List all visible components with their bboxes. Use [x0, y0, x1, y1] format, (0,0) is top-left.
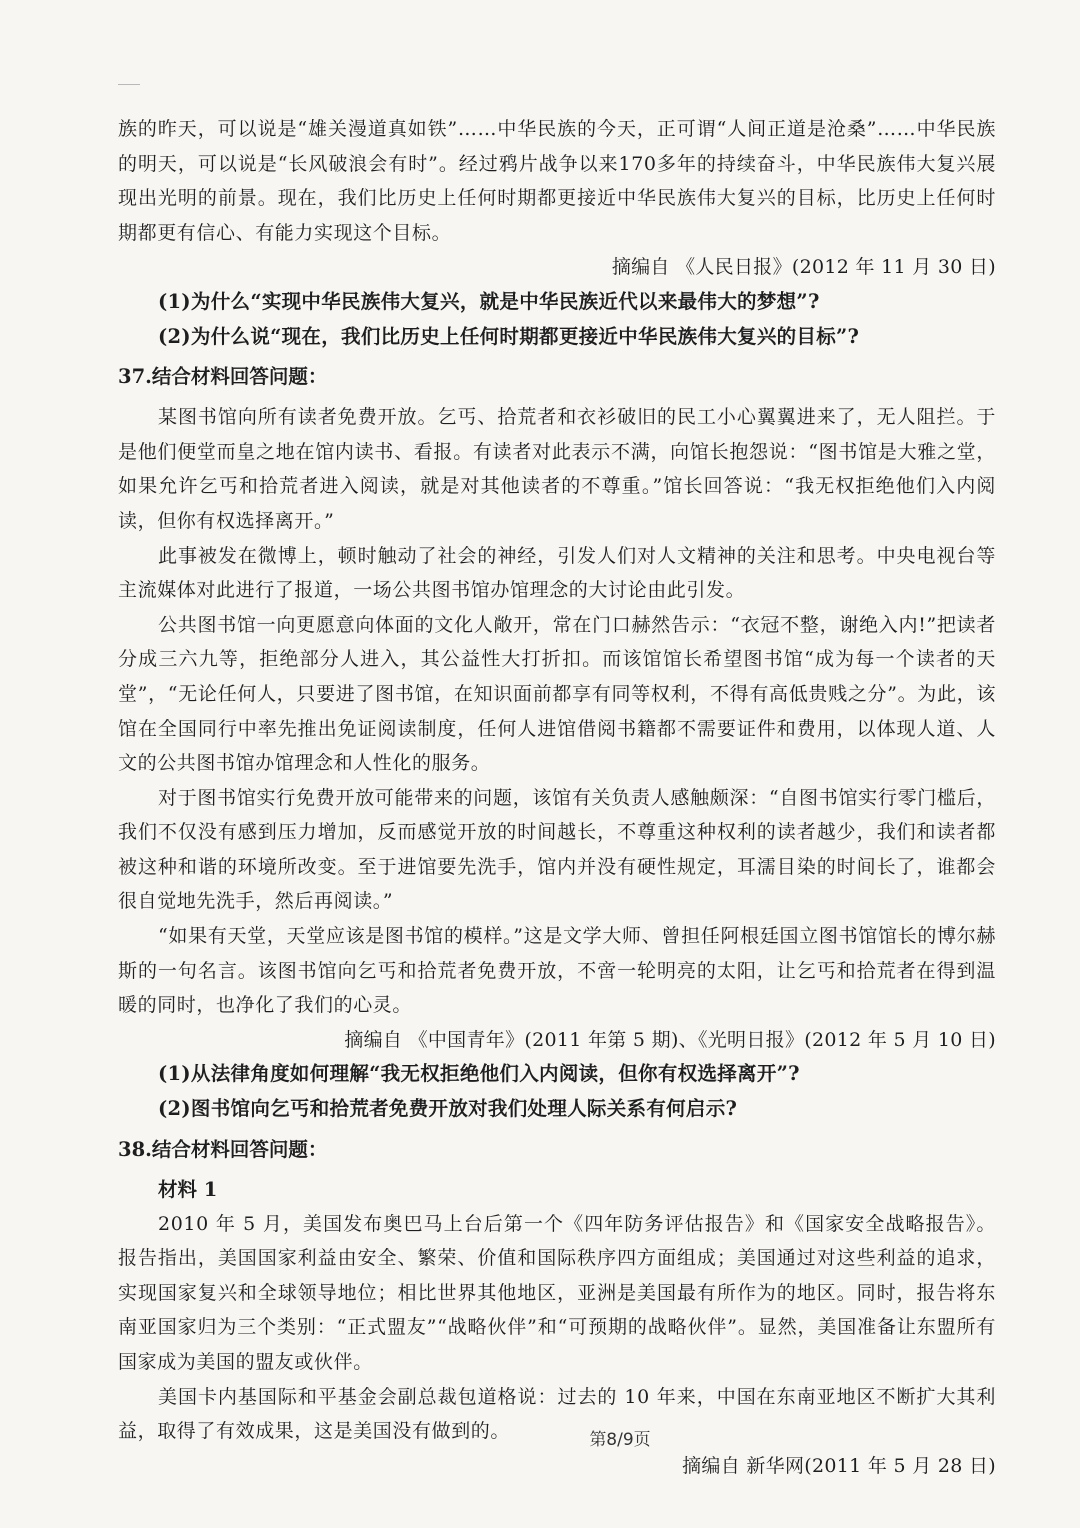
q37-paragraph-2: 此事被发在微博上，顿时触动了社会的神经，引发人们对人文精神的关注和思考。中央电视台等主流媒体对此进行了报道，一场公共图书馆办馆理念的大讨论由此引发。 [118, 544, 996, 602]
q38-paragraph-2: 美国卡内基国际和平基金会副总裁包道格说：过去的 10 年来，中国在东南亚地区不断扩大其利益，取得了有效成果，这是美国没有做到的。 [118, 1385, 996, 1443]
q37-paragraph-3: 公共图书馆一向更愿意向体面的文化人敞开，常在门口赫然告示：“衣冠不整，谢绝入内!”把读者分成三六九等，拒绝部分人进入，其公益性大打折扣。而该馆馆长希望图书馆“成为每一个读者的天堂”，“无论任何人，只要进了图书馆，在知识面前都享有同等权利，不得有高低贵贱之分”。为此，该馆在全国同行中率先推出免证阅读制度，任何人进馆借阅书籍都不需要证件和费用，以体现人道、人文的公共图书馆办馆理念和人性化的服务。 [118, 613, 996, 775]
top-dash-mark [118, 84, 140, 85]
q38-material-label: 材料 1 [158, 1177, 218, 1201]
intro-question-1: (1)为什么“实现中华民族伟大复兴，就是中华民族近代以来最伟大的梦想”? [158, 289, 820, 313]
page-number: 第8/9页 [589, 1430, 651, 1450]
q37-question-1: (1)从法律角度如何理解“我无权拒绝他们入内阅读，但你有权选择离开”? [158, 1062, 800, 1086]
intro-source: 摘编自 《人民日报》(2012 年 11 月 30 日) [611, 256, 996, 279]
q37-paragraph-4: 对于图书馆实行免费开放可能带来的问题，该馆有关负责人感触颇深：“自图书馆实行零门槛后，我们不仅没有感到压力增加，反而感觉开放的时间越长，不尊重这种权利的读者越少，我们和读者都被这种和谐的环境所改变。至于进馆要先洗手，馆内并没有硬性规定，耳濡目染的时间长了，谁都会很自觉地先洗手，然后再阅读。” [118, 786, 996, 913]
q37-question-2: (2)图书馆向乞丐和拾荒者免费开放对我们处理人际关系有何启示? [158, 1097, 738, 1121]
q37-heading: 37.结合材料回答问题： [118, 365, 328, 389]
page-content [118, 112, 996, 1483]
q37-paragraph-1: 某图书馆向所有读者免费开放。乞丐、拾荒者和衣衫破旧的民工小心翼翼进来了，无人阻拦。于是他们便堂而皇之地在馆内读书、看报。有读者对此表示不满，向馆长抱怨说：“图书馆是大雅之堂，如果允许乞丐和拾荒者进入阅读，就是对其他读者的不尊重。”馆长回答说：“我无权拒绝他们入内阅读，但你有权选择离开。” [118, 406, 996, 532]
intro-question-2: (2)为什么说“现在，我们比历史上任何时期都更接近中华民族伟大复兴的目标”? [158, 324, 860, 348]
q38-heading: 38.结合材料回答问题： [118, 1137, 328, 1161]
intro-paragraph: 族的昨天，可以说是“雄关漫道真如铁”……中华民族的今天，正可谓“人间正道是沧桑”……中华民族的明天，可以说是“长风破浪会有时”。经过鸦片战争以来170多年的持续奋斗，中华民族伟大复兴展现出光明的前景。现在，我们比历史上任何时期都更接近中华民族伟大复兴的目标，比历史上任何时期都更有信心、有能力实现这个目标。 [118, 118, 996, 244]
q38-source: 摘编自 新华网(2011 年 5 月 28 日) [682, 1454, 996, 1477]
q37-source: 摘编自 《中国青年》(2011 年第 5 期)、《光明日报》(2012 年 5 月 10 日) [344, 1028, 996, 1051]
q38-paragraph-1: 2010 年 5 月，美国发布奥巴马上台后第一个《四年防务评估报告》和《国家安全战略报告》。报告指出，美国国家利益由安全、繁荣、价值和国际秩序四方面组成；美国通过对这些利益的追求，实现国家复兴和全球领导地位；相比世界其他地区，亚洲是美国最有所作为的地区。同时，报告将东南亚国家归为三个类别：“正式盟友”“战略伙伴”和“可预期的战略伙伴”。显然，美国准备让东盟所有国家成为美国的盟友或伙伴。 [118, 1212, 996, 1373]
q37-paragraph-5: “如果有天堂，天堂应该是图书馆的模样。”这是文学大师、曾担任阿根廷国立图书馆馆长的博尔赫斯的一句名言。该图书馆向乞丐和拾荒者免费开放，不啻一轮明亮的太阳，让乞丐和拾荒者在得到温暖的同时，也净化了我们的心灵。 [118, 925, 996, 1017]
